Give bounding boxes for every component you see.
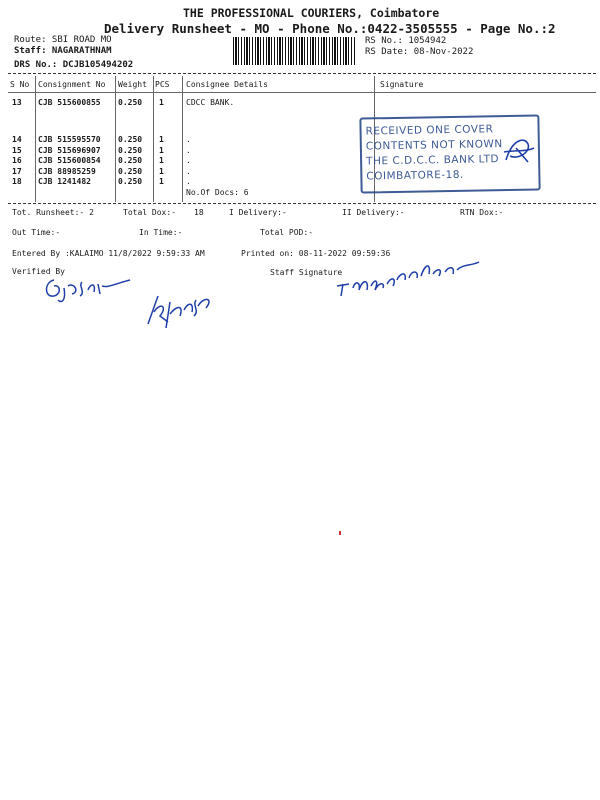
row-pcs: 1 <box>159 146 164 155</box>
row-consignment: CJB 515595570 <box>38 135 101 144</box>
stamp-line: COIMBATORE-18. <box>366 168 464 183</box>
rtn-dox: RTN Dox:- <box>460 208 504 217</box>
total-dox-label: Total Dox:- <box>123 208 176 217</box>
col-header-weight: Weight <box>118 80 147 89</box>
col-header-sno: S No <box>10 80 30 89</box>
verifier-second-signature <box>140 272 220 334</box>
row-pcs: 1 <box>159 98 164 107</box>
col-header-consignee: Consignee Details <box>186 80 268 89</box>
docs-count: No.Of Docs: 6 <box>186 188 249 197</box>
row-consignee: CDCC BANK. <box>186 98 235 107</box>
row-weight: 0.250 <box>118 135 143 144</box>
entered-by: Entered By :KALAIMO 11/8/2022 9:59:33 AM <box>12 249 205 258</box>
col-divider <box>115 76 116 202</box>
row-sno: 17 <box>12 167 22 176</box>
col-header-signature: Signature <box>380 80 424 89</box>
row-consignment: CJB 515600854 <box>38 156 101 165</box>
total-dox-value: 18 <box>194 208 204 217</box>
printed-on: Printed on: 08-11-2022 09:59:36 <box>241 249 391 258</box>
totals-rule <box>8 203 596 204</box>
staff-signature-label: Staff Signature <box>270 268 343 277</box>
scan-speck <box>339 531 341 535</box>
barcode <box>233 37 355 65</box>
route-label: Route: SBI ROAD MO <box>14 35 112 45</box>
row-consignee: . <box>186 177 191 186</box>
runsheet-subtitle: Delivery Runsheet - MO - Phone No.:0422-3505555 - Page No.:2 <box>104 21 556 36</box>
total-pod: Total POD:- <box>260 228 313 237</box>
row-sno: 13 <box>12 98 22 107</box>
row-pcs: 1 <box>159 167 164 176</box>
stamp-initials-signature <box>498 130 538 170</box>
row-consignee: . <box>186 146 191 155</box>
verified-by-signature <box>40 266 140 306</box>
company-name: THE PROFESSIONAL COURIERS, Coimbatore <box>183 6 440 20</box>
stamp-line: RECEIVED ONE COVER <box>365 123 494 138</box>
rs-date: RS Date: 08-Nov-2022 <box>365 47 474 57</box>
row-consignment: CJB 88985259 <box>38 167 96 176</box>
row-consignee: . <box>186 167 191 176</box>
staff-label: Staff: NAGARATHNAM <box>14 46 112 56</box>
row-sno: 16 <box>12 156 22 165</box>
staff-signature <box>335 256 485 298</box>
i-delivery: I Delivery:- <box>229 208 287 217</box>
row-consignment: CJB 515600855 <box>38 98 101 107</box>
row-weight: 0.250 <box>118 98 143 107</box>
col-divider <box>182 76 183 202</box>
row-pcs: 1 <box>159 177 164 186</box>
row-weight: 0.250 <box>118 156 143 165</box>
row-consignee: . <box>186 156 191 165</box>
row-sno: 14 <box>12 135 22 144</box>
col-header-consignment: Consignment No <box>38 80 106 89</box>
row-sno: 15 <box>12 146 22 155</box>
drs-number: DRS No.: DCJB105494202 <box>14 60 134 70</box>
in-time: In Time:- <box>139 228 183 237</box>
verified-by-label: Verified By <box>12 267 65 276</box>
row-weight: 0.250 <box>118 167 143 176</box>
rs-number: RS No.: 1054942 <box>365 36 447 46</box>
out-time: Out Time:- <box>12 228 61 237</box>
row-consignment: CJB 515696907 <box>38 146 101 155</box>
total-runsheet: Tot. Runsheet:- 2 <box>12 208 94 217</box>
stamp-line: THE C.D.C.C. BANK LTD <box>366 153 500 168</box>
row-consignee: . <box>186 135 191 144</box>
row-weight: 0.250 <box>118 177 143 186</box>
row-weight: 0.250 <box>118 146 143 155</box>
table-top-rule <box>8 73 596 74</box>
row-pcs: 1 <box>159 156 164 165</box>
ii-delivery: II Delivery:- <box>342 208 405 217</box>
col-divider <box>153 76 154 202</box>
row-consignment: CJB 1241482 <box>38 177 91 186</box>
row-sno: 18 <box>12 177 22 186</box>
col-header-pcs: PCS <box>155 80 170 89</box>
row-pcs: 1 <box>159 135 164 144</box>
stamp-line: CONTENTS NOT KNOWN <box>365 138 503 153</box>
col-divider <box>35 76 36 202</box>
table-header-rule <box>8 92 596 93</box>
